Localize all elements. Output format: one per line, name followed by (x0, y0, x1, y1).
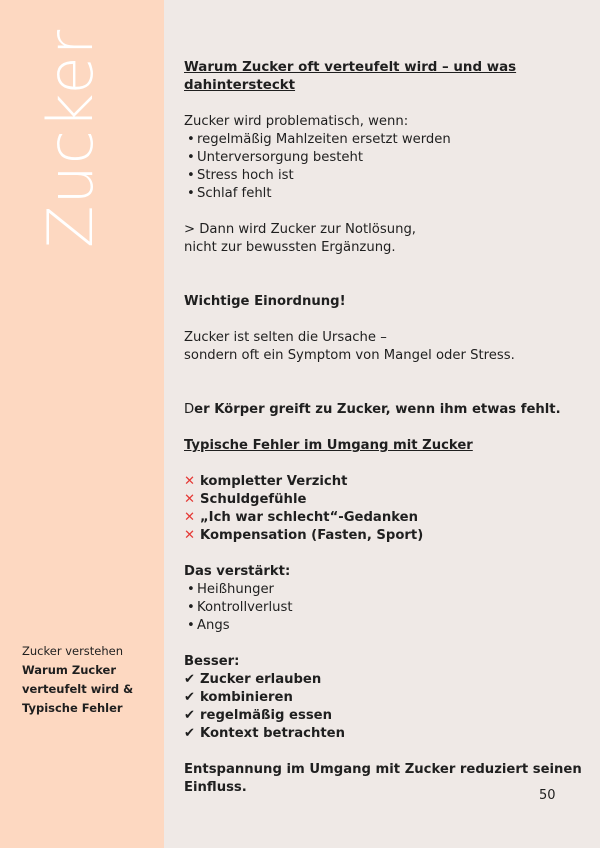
besser-item: ✔ kombinieren (184, 690, 293, 705)
bullet-icon: • (187, 582, 195, 597)
check-icon: ✔ (184, 726, 196, 741)
bullet-icon: • (187, 600, 195, 615)
list-item: • Heißhunger (187, 582, 274, 597)
problem-intro: Zucker wird problematisch, wenn: (184, 114, 409, 129)
caption-title-line1: Warum Zucker (22, 663, 117, 677)
einordnung-line1: Zucker ist selten die Ursache – (184, 330, 387, 345)
cross-icon: ✕ (184, 474, 196, 489)
besser-item: ✔ Zucker erlauben (184, 672, 322, 687)
check-icon: ✔ (184, 708, 196, 723)
list-item: • regelmäßig Mahlzeiten ersetzt werden (187, 132, 451, 147)
besser-heading: Besser: (184, 654, 240, 669)
sidebar-caption (22, 642, 133, 718)
fehler-item: ✕ Schuldgefühle (184, 492, 307, 507)
fehler-heading: Typische Fehler im Umgang mit Zucker (184, 438, 473, 453)
fehler-item: ✕ kompletter Verzicht (184, 474, 348, 489)
koerper-statement: Der Körper greift zu Zucker, wenn ihm etwas fehlt. (184, 402, 561, 417)
fehler-item: ✕ „Ich war schlecht“-Gedanken (184, 510, 418, 525)
main-content (184, 59, 582, 797)
heading-line2: dahintersteckt (184, 78, 296, 93)
bullet-icon: • (187, 186, 195, 201)
sidebar (0, 0, 164, 848)
einordnung-heading: Wichtige Einordnung! (184, 294, 346, 309)
page-number: 50 (539, 788, 556, 803)
einordnung-line2: sondern oft ein Symptom von Mangel oder Stress. (184, 348, 515, 363)
check-icon: ✔ (184, 690, 196, 705)
check-icon: ✔ (184, 672, 196, 687)
list-item: • Kontrollverlust (187, 600, 293, 615)
conclusion-line2: nicht zur bewussten Ergänzung. (184, 240, 396, 255)
list-item: • Angs (187, 618, 230, 633)
list-item: • Schlaf fehlt (187, 186, 272, 201)
cross-icon: ✕ (184, 528, 196, 543)
list-item: • Unterversorgung besteht (187, 150, 364, 165)
bullet-icon: • (187, 132, 195, 147)
fehler-item: ✕ Kompensation (Fasten, Sport) (184, 528, 424, 543)
bullet-icon: • (187, 168, 195, 183)
cross-icon: ✕ (184, 510, 196, 525)
vertical-title: Zucker (34, 28, 107, 248)
besser-item: ✔ Kontext betrachten (184, 726, 346, 741)
verstaerkt-heading: Das verstärkt: (184, 564, 291, 579)
heading-line1: Warum Zucker oft verteufelt wird – und was (184, 60, 517, 75)
conclusion-line1: > Dann wird Zucker zur Notlösung, (184, 222, 417, 237)
besser-item: ✔ regelmäßig essen (184, 708, 333, 723)
caption-topic: Zucker verstehen (22, 644, 124, 658)
list-item: • Stress hoch ist (187, 168, 294, 183)
cross-icon: ✕ (184, 492, 196, 507)
caption-title-line3: Typische Fehler (22, 701, 123, 715)
bullet-icon: • (187, 150, 195, 165)
caption-title-line2: verteufelt wird & (22, 682, 134, 696)
closing-line1: Entspannung im Umgang mit Zucker reduziert seinen (184, 762, 582, 777)
bullet-icon: • (187, 618, 195, 633)
closing-line2: Einfluss. (184, 780, 247, 795)
